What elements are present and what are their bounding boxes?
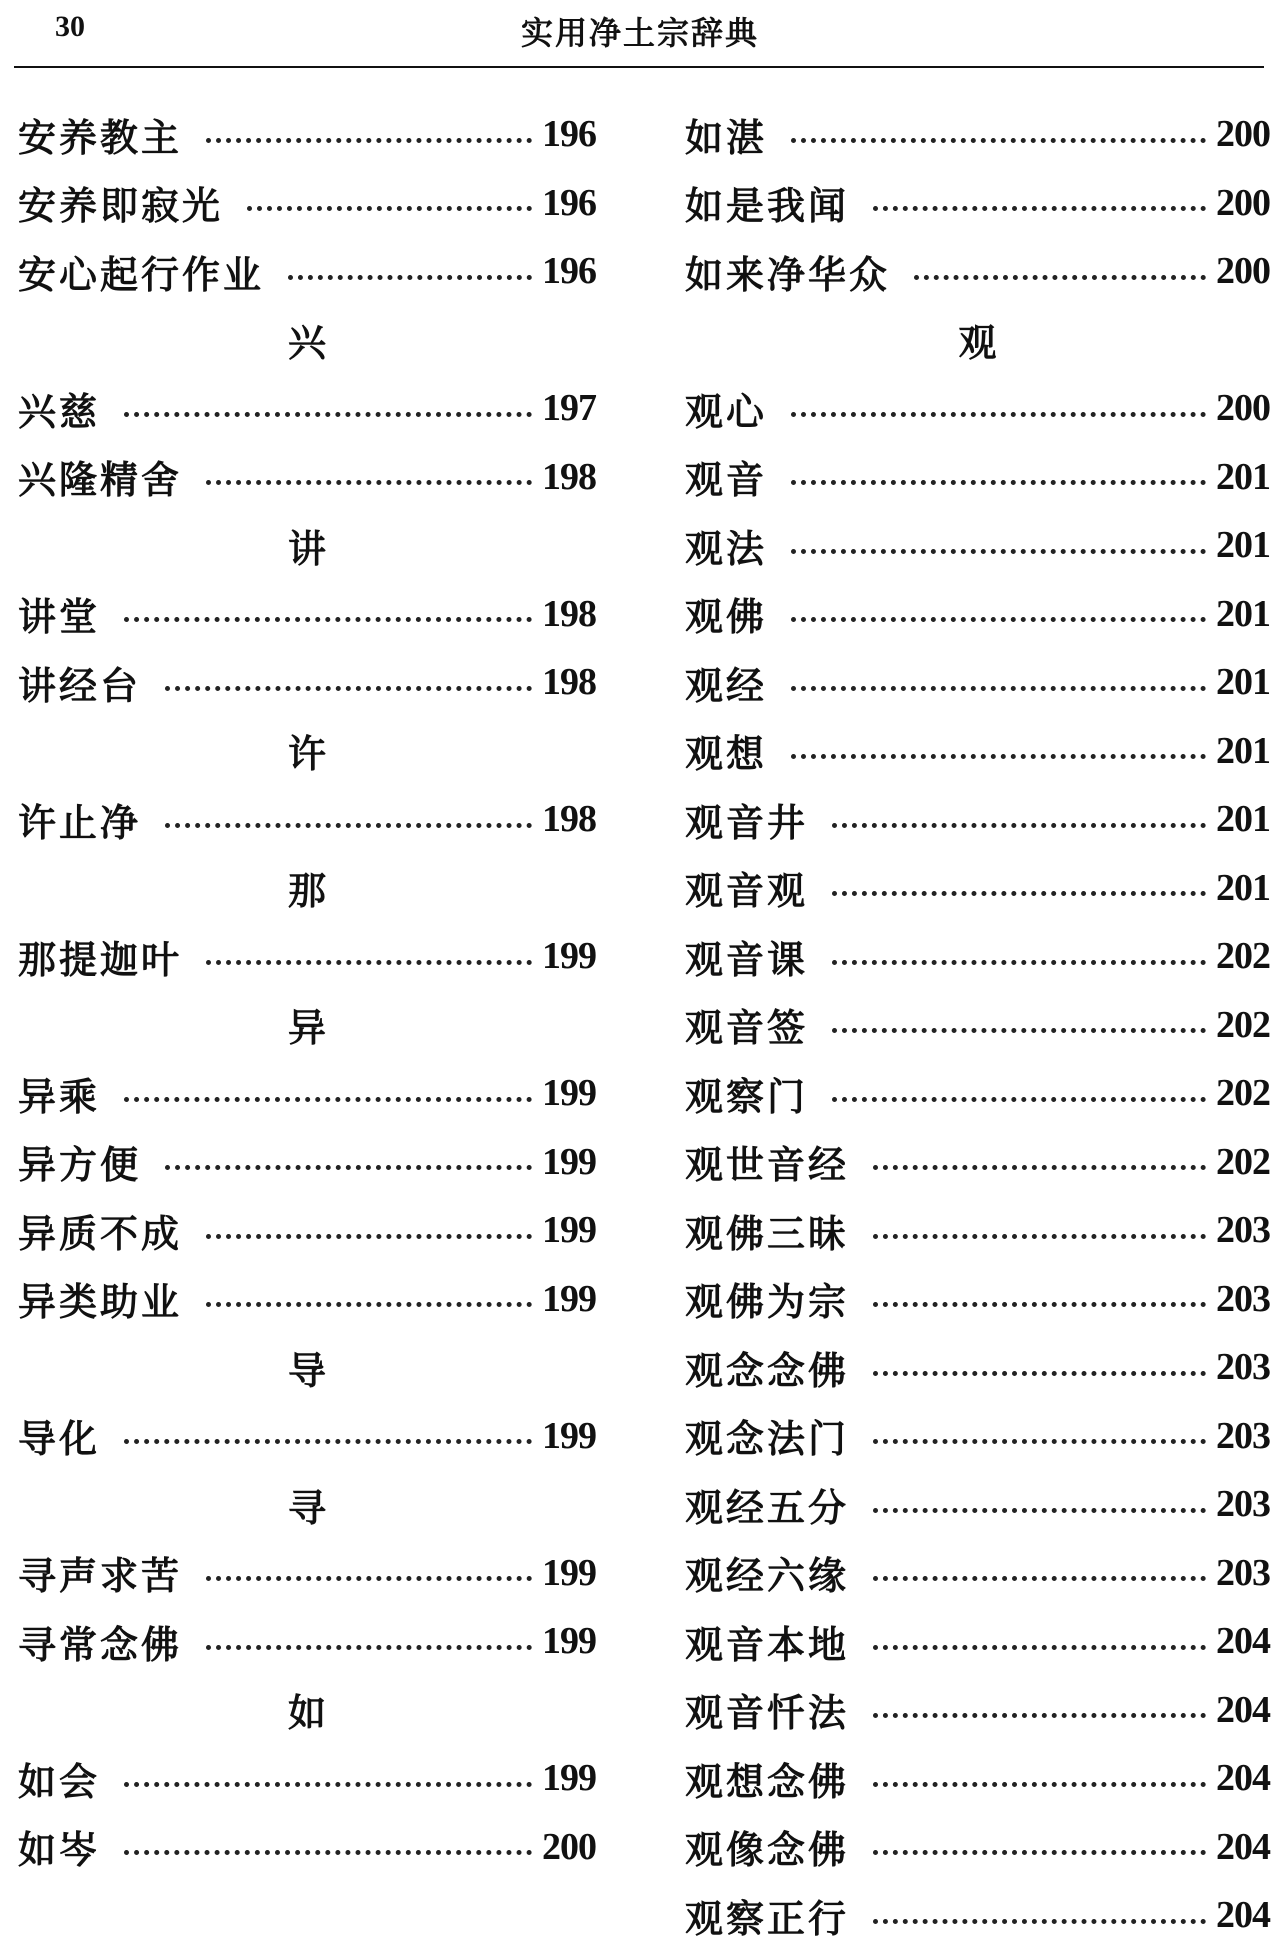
dot-leader bbox=[873, 1234, 1206, 1239]
dot-leader bbox=[165, 686, 532, 691]
dot-leader bbox=[791, 617, 1206, 622]
index-entry bbox=[18, 100, 596, 169]
entry-term: 观经六缘 bbox=[685, 1553, 850, 1599]
entry-term: 如来净华众 bbox=[685, 251, 891, 297]
entry-term: 观佛为宗 bbox=[685, 1279, 850, 1325]
dot-leader bbox=[165, 1165, 532, 1170]
section-heading: 如 bbox=[287, 1690, 326, 1736]
dot-leader bbox=[873, 1508, 1206, 1513]
index-entry bbox=[18, 1059, 596, 1128]
entry-term: 寻声求苦 bbox=[18, 1553, 183, 1599]
dot-leader bbox=[206, 480, 532, 485]
entry-term: 异方便 bbox=[18, 1142, 142, 1188]
entry-term: 异乘 bbox=[18, 1073, 101, 1119]
dot-leader bbox=[914, 275, 1206, 280]
dot-leader bbox=[124, 412, 532, 417]
entry-term: 观音签 bbox=[685, 1005, 809, 1051]
dot-leader bbox=[832, 1028, 1206, 1033]
entry-term: 兴慈 bbox=[18, 388, 101, 434]
entry-page-number: 203 bbox=[1216, 1209, 1270, 1252]
index-entry bbox=[18, 1539, 596, 1608]
entry-term: 如是我闻 bbox=[685, 183, 850, 229]
dot-leader bbox=[832, 891, 1206, 896]
index-entry bbox=[18, 1265, 596, 1334]
index-entry bbox=[18, 443, 596, 512]
entry-term: 安养教主 bbox=[18, 114, 183, 160]
dot-leader bbox=[247, 206, 532, 211]
entry-term: 如岑 bbox=[18, 1827, 101, 1873]
index-entry bbox=[685, 1744, 1270, 1813]
index-entry bbox=[685, 1265, 1270, 1334]
index-column-left bbox=[18, 100, 596, 1881]
entry-page-number: 204 bbox=[1216, 1620, 1270, 1663]
dot-leader bbox=[124, 1850, 532, 1855]
entry-page-number: 198 bbox=[542, 798, 596, 841]
dot-leader bbox=[124, 1439, 532, 1444]
entry-page-number: 199 bbox=[542, 1551, 596, 1594]
entry-term: 观念念佛 bbox=[685, 1347, 850, 1393]
entry-page-number: 204 bbox=[1216, 1688, 1270, 1731]
index-entry bbox=[685, 100, 1270, 169]
entry-term: 观想 bbox=[685, 731, 768, 777]
entry-page-number: 201 bbox=[1216, 798, 1270, 841]
entry-term: 安心起行作业 bbox=[18, 251, 265, 297]
index-entry bbox=[18, 374, 596, 443]
entry-page-number: 199 bbox=[542, 935, 596, 978]
index-entry bbox=[685, 443, 1270, 512]
index-entry bbox=[685, 1196, 1270, 1265]
entry-term: 观念法门 bbox=[685, 1416, 850, 1462]
entry-page-number: 203 bbox=[1216, 1277, 1270, 1320]
dot-leader bbox=[791, 412, 1206, 417]
entry-term: 寻常念佛 bbox=[18, 1621, 183, 1667]
index-entry bbox=[18, 1744, 596, 1813]
entry-page-number: 200 bbox=[1216, 387, 1270, 430]
section-heading: 许 bbox=[287, 731, 326, 777]
dot-leader bbox=[206, 1645, 532, 1650]
index-entry bbox=[18, 1128, 596, 1197]
index-entry bbox=[18, 922, 596, 991]
entry-page-number: 202 bbox=[1216, 1140, 1270, 1183]
dot-leader bbox=[873, 1576, 1206, 1581]
index-entry bbox=[18, 237, 596, 306]
entry-term: 观音忏法 bbox=[685, 1690, 850, 1736]
index-entry bbox=[685, 1470, 1270, 1539]
index-entry bbox=[685, 1676, 1270, 1745]
index-entry bbox=[685, 854, 1270, 923]
entry-term: 兴隆精舍 bbox=[18, 457, 183, 503]
entry-term: 观世音经 bbox=[685, 1142, 850, 1188]
dot-leader bbox=[873, 1919, 1206, 1924]
dot-leader bbox=[873, 1850, 1206, 1855]
entry-page-number: 199 bbox=[542, 1140, 596, 1183]
entry-page-number: 200 bbox=[1216, 250, 1270, 293]
entry-term: 观音课 bbox=[685, 936, 809, 982]
dot-leader bbox=[832, 823, 1206, 828]
entry-term: 讲堂 bbox=[18, 594, 101, 640]
index-entry bbox=[18, 1607, 596, 1676]
entry-term: 观法 bbox=[685, 525, 768, 571]
entry-page-number: 203 bbox=[1216, 1551, 1270, 1594]
dot-leader bbox=[165, 823, 532, 828]
entry-term: 观心 bbox=[685, 388, 768, 434]
index-entry bbox=[685, 1881, 1270, 1950]
index-entry bbox=[18, 785, 596, 854]
entry-page-number: 199 bbox=[542, 1757, 596, 1800]
entry-term: 观音 bbox=[685, 457, 768, 503]
index-entry bbox=[685, 648, 1270, 717]
entry-term: 观音本地 bbox=[685, 1621, 850, 1667]
entry-term: 如会 bbox=[18, 1758, 101, 1804]
entry-page-number: 196 bbox=[542, 250, 596, 293]
dot-leader bbox=[832, 1097, 1206, 1102]
section-heading: 寻 bbox=[287, 1484, 326, 1530]
entry-page-number: 201 bbox=[1216, 729, 1270, 772]
index-entry bbox=[685, 1059, 1270, 1128]
dot-leader bbox=[791, 686, 1206, 691]
dot-leader bbox=[873, 206, 1206, 211]
dot-leader bbox=[873, 1439, 1206, 1444]
section-heading: 观 bbox=[958, 320, 997, 366]
entry-page-number: 199 bbox=[542, 1620, 596, 1663]
dot-leader bbox=[206, 1234, 532, 1239]
dot-leader bbox=[288, 275, 532, 280]
entry-page-number: 203 bbox=[1216, 1346, 1270, 1389]
index-entry bbox=[18, 169, 596, 238]
index-entry bbox=[685, 991, 1270, 1060]
dot-leader bbox=[206, 1576, 532, 1581]
entry-page-number: 201 bbox=[1216, 661, 1270, 704]
dot-leader bbox=[124, 617, 532, 622]
entry-term: 讲经台 bbox=[18, 662, 142, 708]
entry-page-number: 202 bbox=[1216, 1003, 1270, 1046]
dot-leader bbox=[206, 960, 532, 965]
entry-term: 安养即寂光 bbox=[18, 183, 224, 229]
index-entry bbox=[685, 1402, 1270, 1471]
dot-leader bbox=[873, 1645, 1206, 1650]
entry-page-number: 200 bbox=[1216, 113, 1270, 156]
entry-page-number: 197 bbox=[542, 387, 596, 430]
entry-term: 观音井 bbox=[685, 799, 809, 845]
book-title: 实用净土宗辞典 bbox=[520, 14, 759, 52]
entry-page-number: 204 bbox=[1216, 1825, 1270, 1868]
entry-page-number: 199 bbox=[542, 1209, 596, 1252]
entry-term: 观经五分 bbox=[685, 1484, 850, 1530]
entry-term: 异类助业 bbox=[18, 1279, 183, 1325]
entry-term: 观察门 bbox=[685, 1073, 809, 1119]
entry-term: 观察正行 bbox=[685, 1895, 850, 1941]
page-header bbox=[0, 0, 1280, 70]
entry-page-number: 196 bbox=[542, 181, 596, 224]
dot-leader bbox=[873, 1302, 1206, 1307]
index-entry bbox=[685, 922, 1270, 991]
section-heading: 讲 bbox=[287, 525, 326, 571]
dot-leader bbox=[206, 1302, 532, 1307]
entry-page-number: 201 bbox=[1216, 524, 1270, 567]
index-entry bbox=[18, 648, 596, 717]
index-entry bbox=[685, 717, 1270, 786]
index-entry bbox=[685, 511, 1270, 580]
index-column-right bbox=[685, 100, 1270, 1950]
entry-term: 观经 bbox=[685, 662, 768, 708]
entry-term: 如湛 bbox=[685, 114, 768, 160]
dot-leader bbox=[791, 480, 1206, 485]
index-entry bbox=[18, 1402, 596, 1471]
entry-page-number: 201 bbox=[1216, 455, 1270, 498]
index-entry bbox=[685, 1813, 1270, 1882]
dot-leader bbox=[124, 1097, 532, 1102]
entry-page-number: 198 bbox=[542, 455, 596, 498]
entry-page-number: 199 bbox=[542, 1277, 596, 1320]
entry-page-number: 203 bbox=[1216, 1414, 1270, 1457]
entry-page-number: 201 bbox=[1216, 592, 1270, 635]
index-entry bbox=[18, 580, 596, 649]
entry-page-number: 198 bbox=[542, 592, 596, 635]
index-entry bbox=[18, 1196, 596, 1265]
entry-page-number: 202 bbox=[1216, 1072, 1270, 1115]
dot-leader bbox=[832, 960, 1206, 965]
entry-term: 观像念佛 bbox=[685, 1827, 850, 1873]
section-heading: 兴 bbox=[287, 320, 326, 366]
entry-page-number: 199 bbox=[542, 1414, 596, 1457]
entry-page-number: 200 bbox=[542, 1825, 596, 1868]
entry-page-number: 204 bbox=[1216, 1757, 1270, 1800]
entry-page-number: 203 bbox=[1216, 1483, 1270, 1526]
entry-page-number: 204 bbox=[1216, 1894, 1270, 1937]
dot-leader bbox=[124, 1782, 532, 1787]
dot-leader bbox=[873, 1165, 1206, 1170]
index-entry bbox=[685, 1128, 1270, 1197]
entry-page-number: 202 bbox=[1216, 935, 1270, 978]
entry-page-number: 199 bbox=[542, 1072, 596, 1115]
section-heading: 那 bbox=[287, 868, 326, 914]
dot-leader bbox=[873, 1713, 1206, 1718]
index-entry bbox=[18, 1813, 596, 1882]
index-entry bbox=[685, 580, 1270, 649]
entry-page-number: 200 bbox=[1216, 181, 1270, 224]
section-heading: 异 bbox=[287, 1005, 326, 1051]
index-entry bbox=[685, 237, 1270, 306]
entry-term: 导化 bbox=[18, 1416, 101, 1462]
entry-page-number: 198 bbox=[542, 661, 596, 704]
entry-term: 观音观 bbox=[685, 868, 809, 914]
index-entry bbox=[685, 1607, 1270, 1676]
entry-term: 那提迦叶 bbox=[18, 936, 183, 982]
entry-term: 观佛三昧 bbox=[685, 1210, 850, 1256]
entry-term: 异质不成 bbox=[18, 1210, 183, 1256]
index-entry bbox=[685, 1539, 1270, 1608]
entry-term: 观佛 bbox=[685, 594, 768, 640]
index-entry bbox=[685, 374, 1270, 443]
dot-leader bbox=[791, 138, 1206, 143]
entry-term: 许止净 bbox=[18, 799, 142, 845]
section-heading: 导 bbox=[287, 1347, 326, 1393]
page-number: 30 bbox=[55, 10, 85, 43]
dot-leader bbox=[873, 1782, 1206, 1787]
index-entry bbox=[685, 785, 1270, 854]
dot-leader bbox=[873, 1371, 1206, 1376]
dot-leader bbox=[791, 549, 1206, 554]
dot-leader bbox=[206, 138, 532, 143]
index-entry bbox=[685, 169, 1270, 238]
entry-page-number: 201 bbox=[1216, 866, 1270, 909]
header-rule bbox=[14, 66, 1264, 68]
entry-term: 观想念佛 bbox=[685, 1758, 850, 1804]
entry-page-number: 196 bbox=[542, 113, 596, 156]
index-entry bbox=[685, 1333, 1270, 1402]
dot-leader bbox=[791, 754, 1206, 759]
